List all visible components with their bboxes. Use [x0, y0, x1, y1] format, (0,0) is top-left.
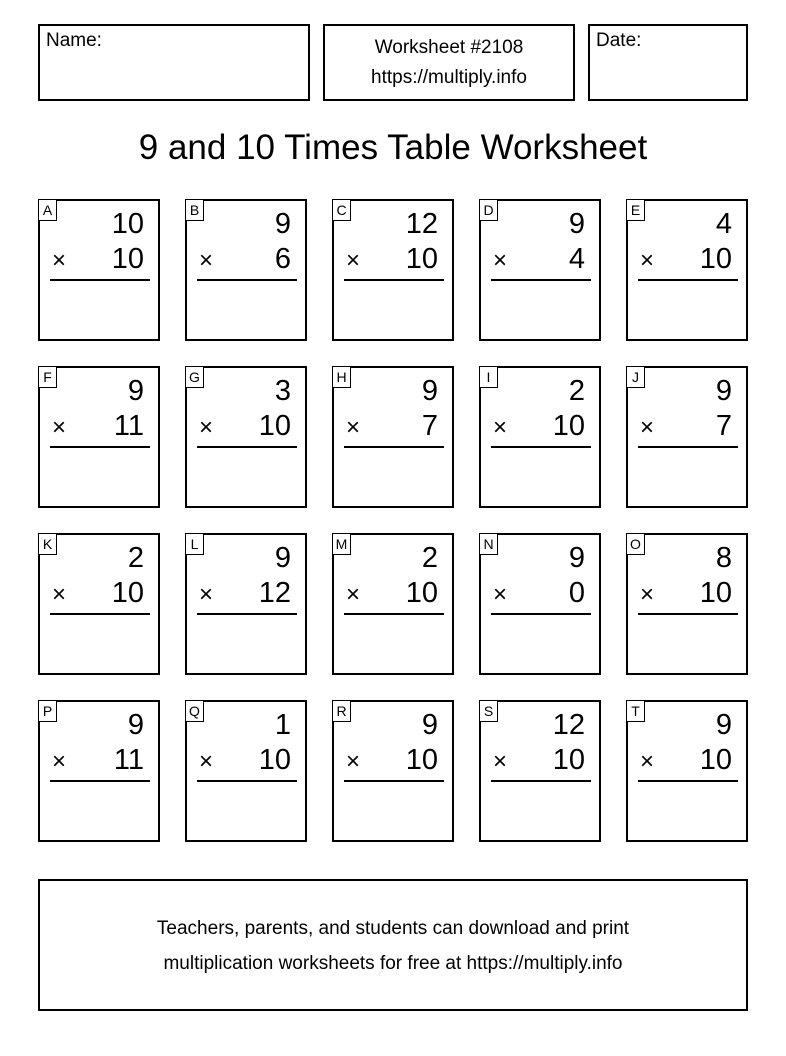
multiply-sign: × [493, 581, 508, 608]
problem-card[interactable] [626, 533, 748, 675]
worksheet-url: https://multiply.info [371, 67, 527, 88]
page-title: 9 and 10 Times Table Worksheet [138, 128, 648, 167]
problem-letter: G [185, 366, 204, 388]
multiply-sign: × [346, 247, 361, 274]
multiplier: 10 [699, 744, 732, 776]
problem-letter: K [38, 533, 57, 555]
problem-letter: R [332, 700, 351, 722]
answer-line [197, 780, 297, 782]
multiply-sign: × [199, 581, 214, 608]
problem-letter: T [626, 700, 645, 722]
multiplier: 0 [568, 577, 585, 609]
problem-letter: C [332, 199, 351, 221]
multiplicand: 9 [568, 542, 585, 574]
problem-card[interactable] [38, 700, 160, 842]
multiplicand: 3 [274, 375, 291, 407]
problem-card[interactable] [332, 533, 454, 675]
footer-note [38, 879, 748, 1011]
problem-card[interactable] [332, 199, 454, 341]
multiplicand: 9 [715, 375, 732, 407]
multiplier: 6 [274, 243, 291, 275]
problem-card[interactable] [479, 366, 601, 508]
multiplier: 10 [552, 410, 585, 442]
multiply-sign: × [199, 414, 214, 441]
problem-letter: M [332, 533, 351, 555]
answer-line [50, 279, 150, 281]
multiply-sign: × [199, 247, 214, 274]
multiply-sign: × [640, 581, 655, 608]
problem-letter: B [185, 199, 204, 221]
multiply-sign: × [493, 414, 508, 441]
multiply-sign: × [52, 581, 67, 608]
multiplicand: 8 [715, 542, 732, 574]
multiply-sign: × [52, 748, 67, 775]
answer-line [638, 613, 738, 615]
multiply-sign: × [199, 748, 214, 775]
problem-letter: P [38, 700, 57, 722]
multiplicand: 9 [421, 375, 438, 407]
multiplier: 10 [111, 577, 144, 609]
problem-card[interactable] [626, 366, 748, 508]
worksheet-info-box [323, 24, 575, 101]
multiplicand: 2 [568, 375, 585, 407]
problem-card[interactable] [38, 199, 160, 341]
problem-card[interactable] [479, 199, 601, 341]
problem-letter: Q [185, 700, 204, 722]
problem-letter: E [626, 199, 645, 221]
multiply-sign: × [493, 748, 508, 775]
answer-line [638, 279, 738, 281]
answer-line [344, 613, 444, 615]
problem-card[interactable] [185, 533, 307, 675]
multiply-sign: × [346, 414, 361, 441]
multiply-sign: × [640, 247, 655, 274]
answer-line [491, 279, 591, 281]
problem-card[interactable] [479, 533, 601, 675]
date-field-box[interactable] [588, 24, 748, 101]
multiplicand: 1 [274, 709, 291, 741]
multiplicand: 9 [421, 709, 438, 741]
multiplier: 7 [715, 410, 732, 442]
multiplier: 10 [552, 744, 585, 776]
answer-line [197, 613, 297, 615]
multiplier: 10 [405, 243, 438, 275]
problem-letter: S [479, 700, 498, 722]
multiplier: 12 [258, 577, 291, 609]
multiply-sign: × [493, 247, 508, 274]
multiplicand: 9 [274, 542, 291, 574]
name-label: Name: [46, 30, 102, 51]
answer-line [344, 446, 444, 448]
multiplier: 11 [113, 410, 144, 442]
name-field-box[interactable] [38, 24, 310, 101]
answer-line [50, 446, 150, 448]
multiplier: 10 [111, 243, 144, 275]
problem-card[interactable] [38, 366, 160, 508]
multiply-sign: × [640, 748, 655, 775]
problem-letter: N [479, 533, 498, 555]
multiply-sign: × [346, 748, 361, 775]
multiplicand: 9 [568, 208, 585, 240]
multiplier: 7 [421, 410, 438, 442]
multiplier: 11 [113, 744, 144, 776]
problem-letter: L [185, 533, 204, 555]
multiplier: 10 [405, 577, 438, 609]
problem-card[interactable] [38, 533, 160, 675]
worksheet-id: Worksheet #2108 [374, 37, 524, 58]
multiplicand: 9 [127, 375, 144, 407]
answer-line [344, 279, 444, 281]
answer-line [491, 446, 591, 448]
date-label: Date: [596, 30, 642, 51]
multiplier: 10 [258, 744, 291, 776]
multiply-sign: × [640, 414, 655, 441]
multiplier: 10 [405, 744, 438, 776]
multiplicand: 9 [715, 709, 732, 741]
problem-card[interactable] [479, 700, 601, 842]
answer-line [50, 613, 150, 615]
multiplier: 4 [568, 243, 585, 275]
answer-line [491, 780, 591, 782]
problem-card[interactable] [626, 700, 748, 842]
answer-line [197, 446, 297, 448]
problem-letter: A [38, 199, 57, 221]
multiplicand: 10 [111, 208, 144, 240]
multiplier: 10 [258, 410, 291, 442]
problem-card[interactable] [185, 199, 307, 341]
answer-line [491, 613, 591, 615]
footer-line-2: multiplication worksheets for free at https://multiply.info [163, 953, 623, 974]
problem-card[interactable] [185, 700, 307, 842]
multiplicand: 12 [405, 208, 438, 240]
multiplicand: 2 [421, 542, 438, 574]
answer-line [344, 780, 444, 782]
answer-line [638, 780, 738, 782]
multiplicand: 9 [274, 208, 291, 240]
answer-line [197, 279, 297, 281]
multiplicand: 12 [552, 709, 585, 741]
multiply-sign: × [346, 581, 361, 608]
problem-card[interactable] [332, 700, 454, 842]
multiply-sign: × [52, 414, 67, 441]
multiplier: 10 [699, 577, 732, 609]
problem-letter: H [332, 366, 351, 388]
problem-card[interactable] [185, 366, 307, 508]
problem-letter: F [38, 366, 57, 388]
problem-letter: D [479, 199, 498, 221]
multiplicand: 2 [127, 542, 144, 574]
answer-line [50, 780, 150, 782]
problem-letter: O [626, 533, 645, 555]
multiply-sign: × [52, 247, 67, 274]
problem-letter: I [479, 366, 498, 388]
problem-letter: J [626, 366, 645, 388]
multiplicand: 9 [127, 709, 144, 741]
problem-card[interactable] [626, 199, 748, 341]
multiplier: 10 [699, 243, 732, 275]
multiplicand: 4 [715, 208, 732, 240]
answer-line [638, 446, 738, 448]
footer-line-1: Teachers, parents, and students can download and print [156, 918, 630, 939]
problem-card[interactable] [332, 366, 454, 508]
